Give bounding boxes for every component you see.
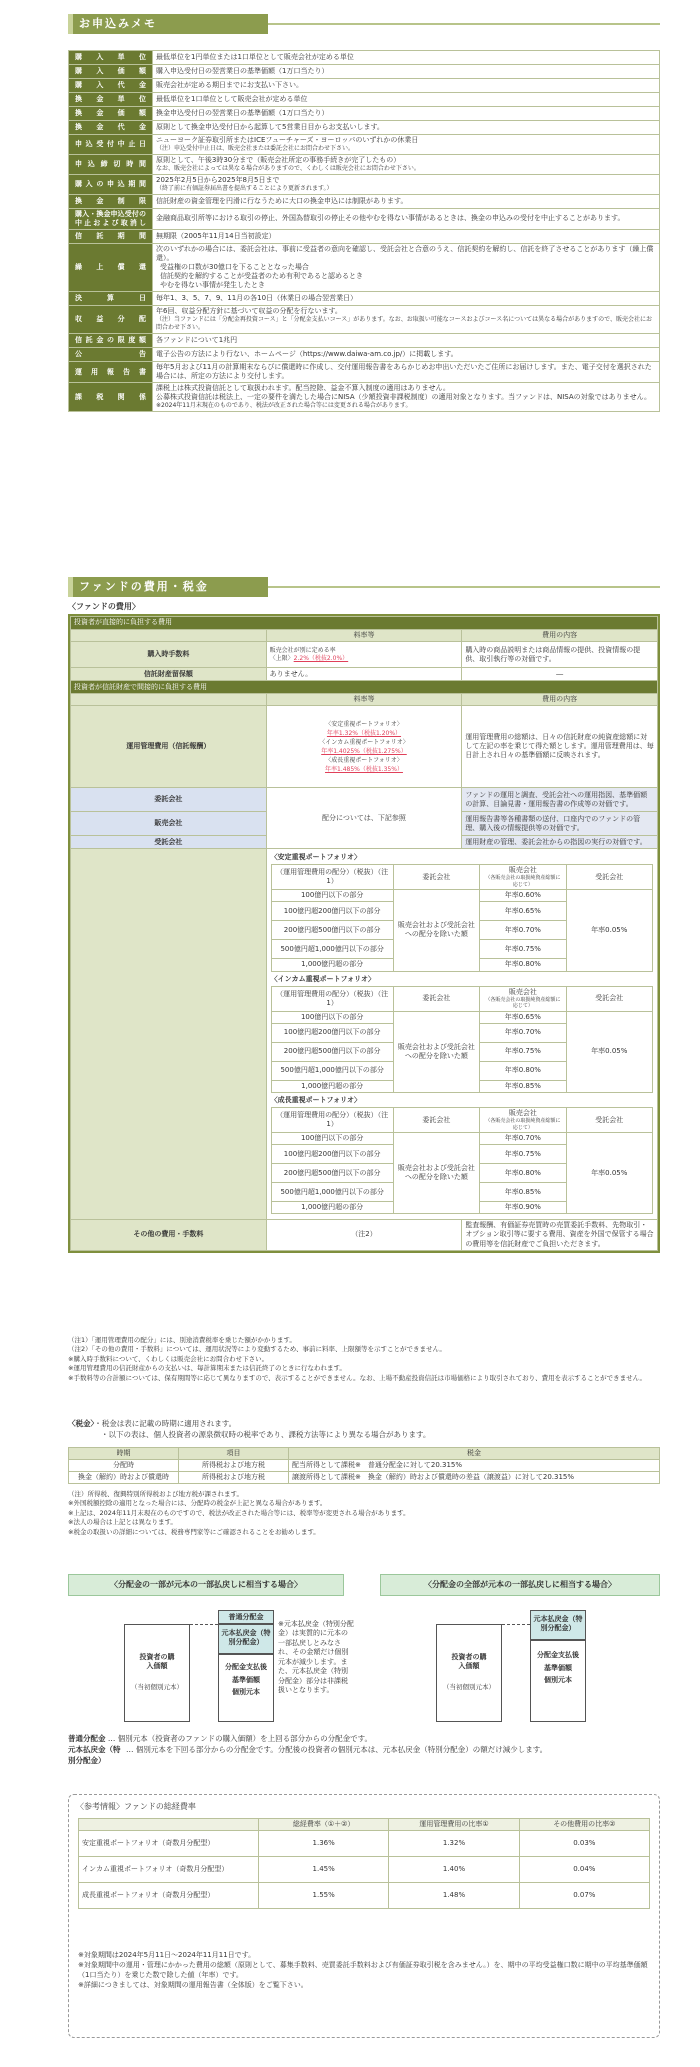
reserve-rate: ありません。 [266,668,462,681]
other-content: 監査報酬、有価証券売買時の売買委託手数料、先物取引・オプション取引等に要する費用、資産を外国で保管する場合の費用等を信託財産でご負担いただきます。 [462,1220,658,1250]
buy-price-sub: （当初個別元本） [443,1683,495,1692]
buy-price-sub: （当初個別元本） [131,1683,183,1692]
ref-cell: 0.03% [519,1831,649,1857]
tax-line2: ・以下の表は、個人投資者の源泉徴収時の税率であり、課税方法等により異なる場合があります。 [101,1430,431,1440]
memo-text: 次のいずれかの場合には、委託会社は、事前に受益者の意向を確認し、受託会社と合意のうえ、信託契約を解約し、信託を終了させることがあります（繰上償還）。 [156,244,654,262]
def1-text: … 個別元本（投資者のファンドの購入価額）を上回る部分からの分配金です。 [107,1734,373,1743]
hanbai-rate: 年率0.70% [480,921,566,940]
ref-head [79,1819,259,1831]
memo-value [153,79,660,93]
portfolio-name: 〈インカム重視ポートフォリオ〉 [270,974,376,983]
hanbai-rate: 年率0.75% [480,1042,566,1061]
alloc-row [271,1133,652,1145]
mgmt-r2: 年率1.4025%（税抜1.275%） [321,747,407,755]
alloc-jutaku: 受託会社 [566,865,652,890]
note-line: ※上記は、2024年11月末現在のものですので、税法が改正された場合等には、税率等が変更される場合があります。 [68,1508,410,1517]
ref-cell: 1.45% [259,1857,389,1883]
alloc-itaku-value: 販売会社および受託会社への配分を除いた額 [393,1011,479,1092]
memo-value [153,229,660,243]
mgmt-p1: 〈安定重視ポートフォリオ〉 [325,720,403,728]
tier-label: 1,000億円超の部分 [271,959,393,971]
alloc-row [271,890,652,902]
other-rate: （注2） [266,1220,462,1250]
ref-cell: 1.40% [389,1857,519,1883]
purchase-fee-content: 購入時の商品説明または商品情報の提供、投資情報の提供、取引執行等の対価です。 [462,642,658,668]
dist-explain: ※元本払戻金（特別分配金）は実質的に元本の一部払戻しとみなされ、その金額だけ個別元本が減少します。また、元本払戻金（特別分配金）部分は非課税扱いとなります。 [278,1620,354,1695]
tax-intro [68,1418,660,1441]
note-line: ※運用管理費用の信託財産からの支払いは、毎計算期末または信託終了のときに行なわれます。 [68,1364,346,1373]
portfolio-name: 〈安定重視ポートフォリオ〉 [270,853,362,862]
memo-value [153,154,660,174]
allocation-area [266,849,657,1220]
after-label: 分配金支払後 [225,1663,267,1671]
futsu-box: 普通分配金 [218,1610,274,1624]
memo-note: （注）当ファンドには「分配金再投資コース」と「分配金支払いコース」があります。なお、お取扱い可能なコースおよびコース名については異なる場合がありますので、販売会社にお問合わせ下さい。 [156,316,652,332]
cost-title: ファンドの費用・税金 [68,577,268,597]
dist-left-title: 〈分配金の一部が元本の一部払戻しに相当する場合〉 [68,1574,344,1596]
memo-text: 無期限（2005年11月14日当初設定） [156,231,276,240]
kobetsu-label: 個別元本 [232,1688,260,1697]
alloc-itaku: 委託会社 [393,986,479,1011]
ref-cell: 1.55% [259,1883,389,1909]
memo-value [153,348,660,362]
tax-table [68,1447,660,1484]
ref-cell: 成長重視ポートフォリオ（奇数月分配型） [79,1883,259,1909]
note-line: ※対象期間は2024年5月11日～2024年11月11日です。 [78,1951,256,1959]
mgmt-p2: 〈インカム重視ポートフォリオ〉 [319,738,409,746]
memo-value [153,383,660,412]
memo-label: 購入の申込期間 [69,174,153,194]
memo-note: （終了前に有価証券届出書を提出することにより更新されます。） [156,184,333,192]
alloc-jutaku-value: 年率0.05% [566,890,652,971]
memo-row [69,362,660,383]
purchase-fee-rate: 販売会社が別に定める率 [269,646,336,654]
harai-box-right: 元本払戻金（特別分配金） [530,1610,586,1640]
hanbai-content: 運用報告書等各種書類の送付、口座内でのファンドの管理、購入後の情報提供等の対価です。 [462,812,658,836]
memo-row [69,93,660,107]
memo-row [69,51,660,65]
buy-price-box-left [124,1624,190,1722]
memo-text: 課税上は株式投資信託として取扱われます。配当控除、益金不算入制度の適用はありません。 [156,384,450,393]
memo-text: 換金申込受付日の翌営業日の基準価額（1万口当たり） [156,108,329,117]
kobetsu-label: 個別元本 [544,1676,572,1685]
purchase-fee-label: 購入時手数料 [71,642,267,668]
alloc-rate: 配分については、下記参照 [266,788,462,849]
memo-label: 信託期間 [69,229,153,243]
memo-row [69,383,660,412]
ref-table [78,1818,650,1909]
tier-label: 200億円超500億円以下の部分 [271,1042,393,1061]
memo-value [153,93,660,107]
memo-value [153,107,660,121]
tier-label: 200億円超500億円以下の部分 [271,1164,393,1183]
allocation-table [271,986,653,1093]
memo-text: 金融商品取引所等における取引の停止、外国為替取引の停止その他やむを得ない事情があるときは、換金の申込みの受付を中止することがあります。 [156,214,625,223]
dist-right-title: 〈分配金の全部が元本の一部払戻しに相当する場合〉 [380,1574,660,1596]
memo-label: 申込締切時間 [69,154,153,174]
memo-row [69,154,660,174]
itaku-content: ファンドの運用と調査、受託会社への運用指図、基準価額の計算、目論見書・運用報告書の作成等の対価です。 [462,788,658,812]
ref-head: その他費用の比率② [519,1819,649,1831]
hanbai-rate: 年率0.80% [480,959,566,971]
note-line: ※対象期間中の運用・管理にかかった費用の総額（原則として、募集手数料、売買委託手数料および有価証券取引税を含みません。）を、期中の平均受益権口数に期中の平均基準価額（1口当たり）を乗じた数で除した値（年率）です。 [78,1961,648,1980]
buy-price-label: 投資者の購入価額 [139,1653,175,1671]
ref-cell: 1.48% [389,1883,519,1909]
memo-label: 決算日 [69,292,153,306]
after-label: 分配金支払後 [537,1651,579,1659]
alloc-itaku-value: 販売会社および受託会社への配分を除いた額 [393,1133,479,1214]
ref-cell: 1.32% [389,1831,519,1857]
purchase-fee-max: 2.2%（税抜2.0%） [293,654,349,662]
note-line: （注2）「その他の費用・手数料」については、運用状況等により変動するため、事前に料率、上限額等を示すことができません。 [68,1345,446,1354]
purchase-fee-cap: 〈上限〉 [269,654,294,662]
memo-label: 換金価額 [69,107,153,121]
memo-text: 電子公告の方法により行ない、ホームページ（https://www.daiwa-am.co.jp/）に掲載します。 [156,349,458,358]
alloc-hanbai [480,986,566,1011]
memo-row [69,174,660,194]
ref-cell: インカム重視ポートフォリオ（奇数月分配型） [79,1857,259,1883]
memo-text: 信託財産の資金管理を円滑に行なうために大口の換金申込には制限があります。 [156,196,408,205]
memo-label: 公告 [69,348,153,362]
tier-label: 100億円超200億円以下の部分 [271,902,393,921]
memo-value [153,174,660,194]
divider [268,23,660,25]
buy-price-label: 投資者の購入価額 [451,1653,487,1671]
memo-text: 最低単位を1円単位または1口単位として販売会社が定める単位 [156,52,354,61]
hanbai-rate: 年率0.75% [480,940,566,959]
memo-row [69,292,660,306]
hanbai-rate: 年率0.75% [480,1145,566,1164]
ref-row [79,1831,650,1857]
memo-value [153,51,660,65]
hanbai-rate: 年率0.65% [480,902,566,921]
hanbai-rate: 年率0.85% [480,1183,566,1202]
ref-row [79,1857,650,1883]
memo-row [69,243,660,291]
tax-head: 項目 [179,1448,289,1460]
memo-text: 毎年1、3、5、7、9、11月の各10日（休業日の場合翌営業日） [156,294,358,303]
memo-text2: 公募株式投資信託は税法上、一定の要件を満たした場合にNISA（少額投資非課税制度）の適用対象となります。当ファンドは、NISAの対象ではありません。 [156,393,652,402]
ref-head: 総経費率（①＋②） [259,1819,389,1831]
memo-label: 課税関係 [69,383,153,412]
memo-list-item: 信託契約を解約することが受益者のため有利であると認めるとき [160,272,363,281]
memo-row [69,229,660,243]
memo-text: 最低単位を1口単位として販売会社が定める単位 [156,94,308,103]
tax-label: 〈税金〉 [68,1419,95,1428]
alloc-itaku: 委託会社 [393,865,479,890]
tax-line1: ・税金は表に記載の時期に適用されます。 [94,1419,237,1428]
other-label: その他の費用・手数料 [71,1220,267,1250]
alloc-head: （運用管理費用の配分）（税抜）（注1） [271,1108,393,1133]
alloc-jutaku-value: 年率0.05% [566,1011,652,1092]
memo-value [153,362,660,383]
mgmt-r3: 年率1.485%（税抜1.35%） [325,765,403,773]
memo-value [153,208,660,229]
memo-label: 繰上償還 [69,243,153,291]
memo-label: 購入価額 [69,65,153,79]
hanbai-label: 販売会社 [71,812,267,836]
mgmt-label: 運用管理費用（信託報酬） [71,706,267,788]
portfolio-name: 〈成長重視ポートフォリオ〉 [270,1095,362,1104]
alloc-hanbai-label: 販売会社 [508,1109,537,1118]
memo-row [69,79,660,93]
tax-cell: 譲渡所得として課税※ 換金（解約）時および償還時の差益（譲渡益）に対して20.315% [289,1472,660,1484]
tier-label: 100億円超200億円以下の部分 [271,1023,393,1042]
note-line: ※購入時手数料について、くわしくは販売会社にお問合わせ下さい。 [68,1354,269,1363]
tax-head: 時期 [69,1448,179,1460]
hanbai-rate: 年率0.80% [480,1164,566,1183]
memo-text: 年6回、収益分配方針に基づいて収益の分配を行ないます。 [156,307,342,316]
memo-text: 原則として、午後3時30分まで（販売会社所定の事務手続きが完了したもの） [156,155,401,164]
memo-text: ニューヨーク証券取引所またはICEフューチャーズ・ヨーロッパのいずれかの休業日 [156,136,419,144]
tax-row [69,1472,660,1484]
memo-row [69,208,660,229]
memo-label: 換金制限 [69,194,153,208]
memo-row [69,121,660,135]
alloc-itaku-value: 販売会社および受託会社への配分を除いた額 [393,890,479,971]
memo-value [153,243,660,291]
memo-value [153,194,660,208]
ref-cell: 0.04% [519,1857,649,1883]
cost-table [68,614,660,1253]
reserve-label: 信託財産留保額 [71,668,267,681]
hanbai-rate: 年率0.60% [480,890,566,902]
memo-note: ※2024年11月末現在のものであり、税法が改正された場合等には変更される場合があります。 [156,402,412,410]
allocation-table [271,864,653,971]
tier-label: 100億円以下の部分 [271,890,393,902]
hanbai-rate: 年率0.90% [480,1202,566,1214]
tax-cell: 換金（解約）時および償還時 [69,1472,179,1484]
allocation-table [271,1107,653,1214]
alloc-jutaku: 受託会社 [566,1108,652,1133]
ref-cell: 0.07% [519,1883,649,1909]
alloc-hanbai [480,865,566,890]
memo-row [69,334,660,348]
tier-label: 100億円超200億円以下の部分 [271,1145,393,1164]
col-content: 費用の内容 [462,630,658,642]
alloc-jutaku-value: 年率0.05% [566,1133,652,1214]
memo-label: 購入単位 [69,51,153,65]
note-line: ※外国税額控除の適用となった場合には、分配時の税金が上記と異なる場合があります。 [68,1499,327,1508]
dash-line [190,1624,218,1625]
memo-row [69,107,660,121]
dist-definitions [68,1734,668,1767]
kijun-label: 基準価額 [544,1663,572,1672]
reserve-content: ― [462,668,658,681]
alloc-hanbai [480,1108,566,1133]
alloc-hanbai-label: 販売会社 [508,987,537,996]
mgmt-p3: 〈成長重視ポートフォリオ〉 [325,756,403,764]
divider [268,586,660,588]
mgmt-content: 運用管理費用の総額は、日々の信託財産の純資産総額に対して左記の率を乗じて得た額とします。運用管理費用は、毎日計上され日々の基準価額に反映されます。 [462,706,658,788]
hanbai-rate: 年率0.70% [480,1133,566,1145]
ref-title: 〈参考情報〉ファンドの総経費率 [76,1802,196,1811]
note-line: ※税金の取扱いの詳細については、税務専門家等にご確認されることをお勧めします。 [68,1527,320,1536]
memo-text: 購入申込受付日の翌営業日の基準価額（1万口当たり） [156,66,329,75]
jutaku-content: 運用財産の管理、委託会社からの指図の実行の対価です。 [462,836,658,849]
col-rate: 料率等 [266,630,462,642]
memo-text: 販売会社が定める期日までにお支払い下さい。 [156,80,303,89]
tax-cell: 所得税および地方税 [179,1460,289,1472]
memo-label: 購入代金 [69,79,153,93]
memo-label: 換金代金 [69,121,153,135]
tax-cell: 所得税および地方税 [179,1472,289,1484]
def2-text: … 個別元本を下回る部分からの分配金です。分配後の投資者の個別元本は、元本払戻金（特別分配金）の額だけ減少します。 [126,1744,548,1754]
kijun-label: 基準価額 [232,1675,260,1684]
note-line: ※詳細につきましては、対象期間の運用報告書（全体版）をご覧下さい。 [78,1981,308,1990]
tier-label: 100億円以下の部分 [271,1133,393,1145]
tier-label: 100億円以下の部分 [271,1011,393,1023]
tax-row [69,1460,660,1472]
ref-notes [78,1950,650,1991]
memo-table [68,50,660,412]
hanbai-rate: 年率0.80% [480,1061,566,1080]
memo-value [153,121,660,135]
alloc-itaku: 委託会社 [393,1108,479,1133]
jutaku-label: 受託会社 [71,836,267,849]
memo-row [69,348,660,362]
dash-line [502,1624,530,1625]
memo-row [69,135,660,155]
memo-row [69,65,660,79]
tier-label: 1,000億円超の部分 [271,1080,393,1092]
note-line: （注）所得税、復興特別所得税および地方税が課されます。 [68,1490,243,1498]
ref-cell: 1.36% [259,1831,389,1857]
memo-label: 運用報告書 [69,362,153,383]
direct-head: 投資者が直接的に負担する費用 [71,617,658,630]
memo-value [153,135,660,155]
alloc-jutaku: 受託会社 [566,986,652,1011]
memo-text: 2025年2月5日から2025年8月5日まで [156,175,280,184]
alloc-head: （運用管理費用の配分）（税抜）（注1） [271,986,393,1011]
memo-row [69,306,660,334]
hanbai-rate: 年率0.70% [480,1023,566,1042]
hanbai-rate: 年率0.85% [480,1080,566,1092]
memo-title: お申込みメモ [68,14,268,34]
indirect-head: 投資者が信託財産で間接的に負担する費用 [71,681,658,694]
memo-label: 申込受付中止日 [69,135,153,155]
itaku-label: 委託会社 [71,788,267,812]
tier-label: 500億円超1,000億円以下の部分 [271,1183,393,1202]
cost-notes [68,1336,660,1383]
memo-row [69,194,660,208]
alloc-hanbai-sub: （各販売会社の取扱純資産総額に応じて） [485,1118,561,1131]
alloc-row [271,1011,652,1023]
memo-label: 信託金の限度額 [69,334,153,348]
memo-list-item: やむを得ない事情が発生したとき [160,281,265,290]
tier-label: 500億円超1,000億円以下の部分 [271,940,393,959]
mgmt-r1: 年率1.32%（税抜1.20%） [326,729,402,737]
memo-value [153,306,660,334]
alloc-hanbai-sub: （各販売会社の取扱純資産総額に応じて） [485,996,561,1010]
memo-label: 換金単位 [69,93,153,107]
fund-cost-label: 〈ファンドの費用〉 [68,602,140,611]
buy-price-box-right [436,1624,502,1722]
col-rate: 料率等 [266,694,462,706]
tax-notes [68,1490,660,1537]
memo-label: 収益分配 [69,306,153,334]
memo-value [153,334,660,348]
memo-text: 毎年5月および11月の計算期末ならびに償還時に作成し、交付運用報告書をあらかじめお申出いただいたご住所にお届けします。また、電子交付を選択された場合には、所定の方法により交付します。 [156,363,652,381]
hanbai-rate: 年率0.65% [480,1011,566,1023]
tier-label: 200億円超500億円以下の部分 [271,921,393,940]
ref-row [79,1883,650,1909]
note-line: ※法人の場合は上記とは異なります。 [68,1518,177,1527]
memo-note: （注）申込受付中止日は、販売会社または委託会社にお問合わせ下さい。 [156,145,355,153]
alloc-hanbai-sub: （各販売会社の取扱純資産総額に応じて） [485,875,561,888]
harai-box-left: 元本払戻金（特別分配金） [218,1624,274,1654]
tax-head: 税金 [289,1448,660,1460]
memo-text: 原則として換金申込受付日から起算して5営業日目からお支払いします。 [156,122,384,131]
alloc-hanbai-label: 販売会社 [508,866,537,875]
ref-head: 運用管理費用の比率① [389,1819,519,1831]
note-line: ※手数料等の合計額については、保有期間等に応じて異なりますので、表示することができません。なお、上場不動産投資信託は市場価格により取引されており、費用を表示することができません。 [68,1373,646,1382]
col-content: 費用の内容 [462,694,658,706]
def2-label: 元本払戻金（特別分配金） [68,1744,121,1765]
note-line: （注1）「運用管理費用の配分」には、別途消費税率を乗じた額がかかります。 [68,1336,296,1344]
tax-cell: 配当所得として課税※ 普通分配金に対して20.315% [289,1460,660,1472]
alloc-head: （運用管理費用の配分）（税抜）（注1） [271,865,393,890]
memo-list-item: 受益権の口数が30億口を下ることとなった場合 [160,263,309,272]
def1-label: 普通分配金 [68,1734,106,1743]
memo-label: 購入・換金申込受付の中止および取消し [69,208,153,229]
memo-note: なお、販売会社によっては異なる場合がありますので、くわしくは販売会社にお問合わせ下さい。 [156,164,420,172]
tier-label: 1,000億円超の部分 [271,1202,393,1214]
after-box-left [218,1654,274,1722]
after-box-right [530,1640,586,1722]
memo-text: 各ファンドについて1兆円 [156,335,238,344]
memo-value [153,292,660,306]
memo-value [153,65,660,79]
tax-cell: 分配時 [69,1460,179,1472]
ref-cell: 安定重視ポートフォリオ（奇数月分配型） [79,1831,259,1857]
tier-label: 500億円超1,000億円以下の部分 [271,1061,393,1080]
